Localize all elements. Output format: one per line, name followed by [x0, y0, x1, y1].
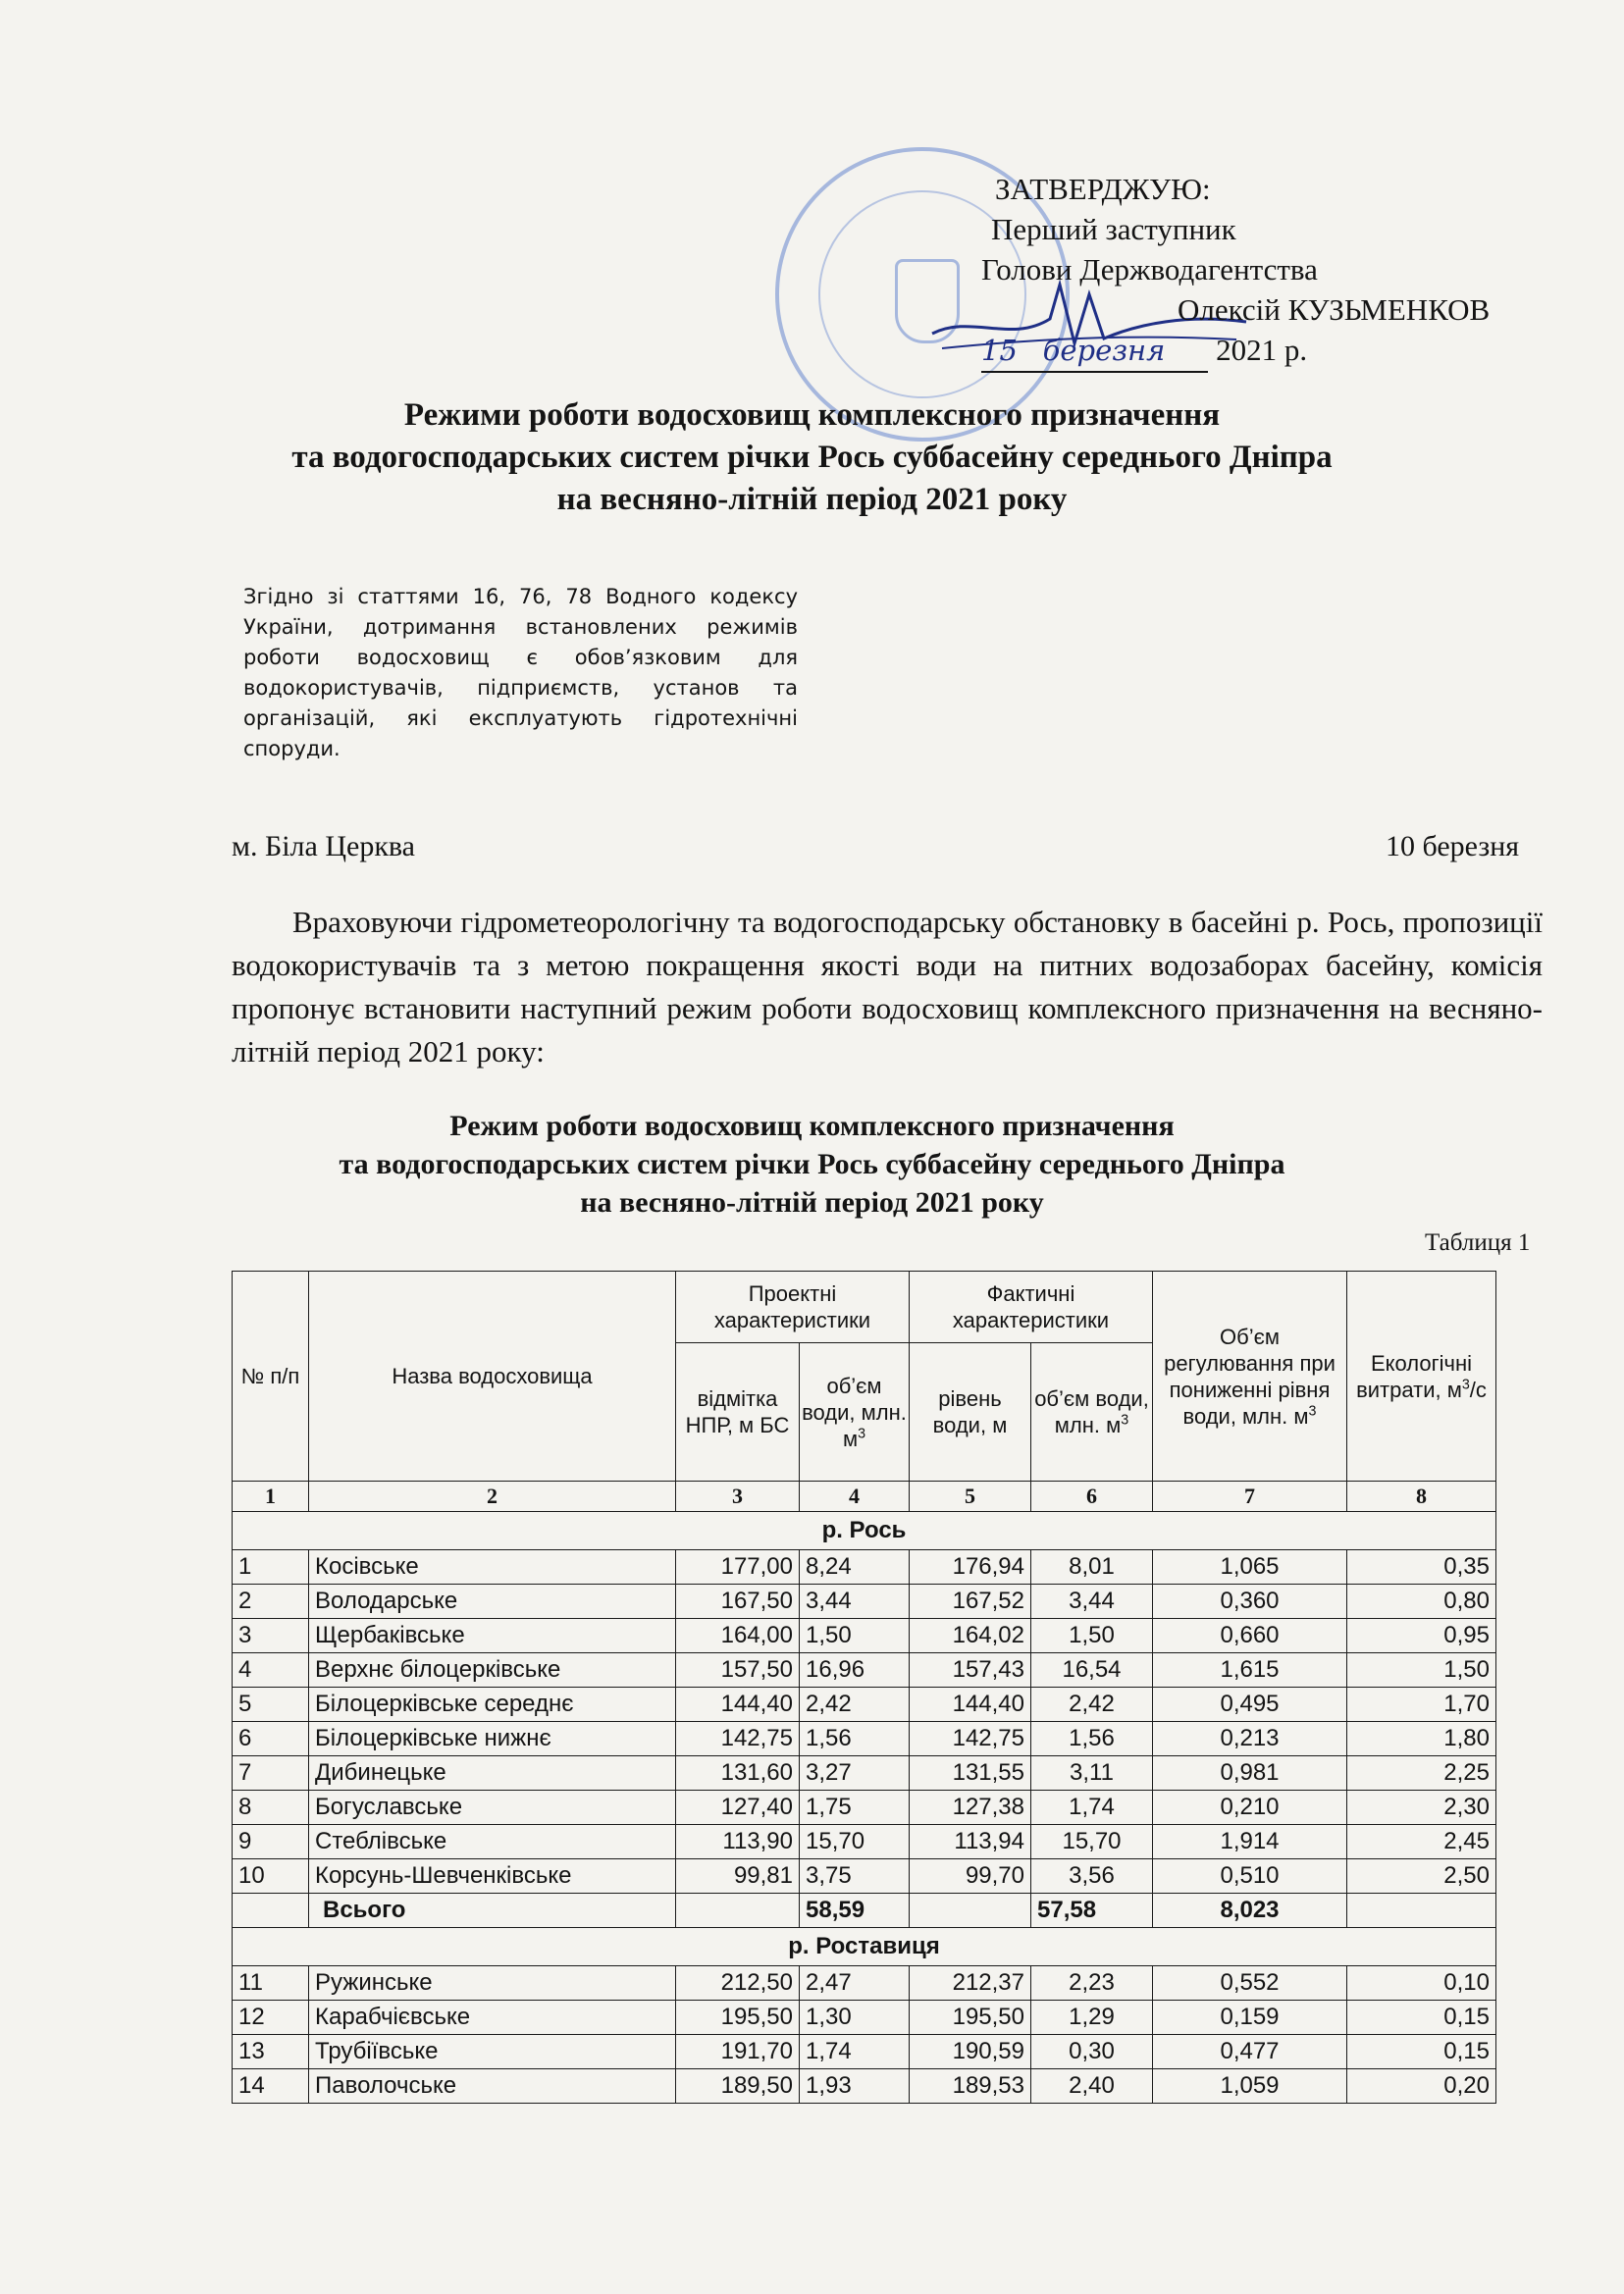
cell-eco: 2,25 [1347, 1756, 1496, 1791]
table-title-line-1: Режим роботи водосховищ комплексного призначення [449, 1110, 1175, 1142]
approve-label: ЗАТВЕРДЖУЮ: [995, 172, 1211, 206]
column-number-row: 1 2 3 4 5 6 7 8 [233, 1482, 1496, 1512]
cell-actual-volume: 1,50 [1031, 1619, 1153, 1653]
cell-name: Корсунь-Шевченківське [309, 1859, 676, 1894]
cell-actual-volume: 2,42 [1031, 1688, 1153, 1722]
cell-eco: 2,30 [1347, 1791, 1496, 1825]
cell-mark-npr: 189,50 [676, 2069, 800, 2104]
approver-name: Олексій КУЗЬМЕНКОВ [1178, 292, 1491, 327]
approval-date [981, 330, 1490, 373]
cell-reg-volume: 0,981 [1153, 1756, 1347, 1791]
approval-date-month: березня [1042, 334, 1166, 367]
header-design: Проектні характеристики [676, 1272, 910, 1343]
cell-water-level: 142,75 [910, 1722, 1031, 1756]
cell-mark-npr: 167,50 [676, 1585, 800, 1619]
cell-design-volume: 1,56 [800, 1722, 910, 1756]
reservoir-table [232, 1271, 1496, 2104]
table-row [233, 1653, 1496, 1688]
cell-name: Карабчієвське [309, 2001, 676, 2035]
cell-eco: 2,45 [1347, 1825, 1496, 1859]
cell-name: Косівське [309, 1550, 676, 1585]
cell-reg-volume: 1,914 [1153, 1825, 1347, 1859]
cell-mark-npr: 144,40 [676, 1688, 800, 1722]
table-title [0, 1107, 1624, 1222]
cell-design-volume: 3,27 [800, 1756, 910, 1791]
cell-eco: 0,10 [1347, 1966, 1496, 2001]
cell-eco: 0,15 [1347, 2035, 1496, 2069]
cell-actual-volume: 3,56 [1031, 1859, 1153, 1894]
cell-water-level: 167,52 [910, 1585, 1031, 1619]
cell-water-level: 157,43 [910, 1653, 1031, 1688]
cell-design-volume: 1,93 [800, 2069, 910, 2104]
total-blank [676, 1894, 800, 1928]
cell-actual-volume: 2,23 [1031, 1966, 1153, 2001]
cell-actual-volume: 1,56 [1031, 1722, 1153, 1756]
cell-name: Білоцерківське середнє [309, 1688, 676, 1722]
cell-eco: 1,50 [1347, 1653, 1496, 1688]
cell-design-volume: 2,47 [800, 1966, 910, 2001]
cell-reg-volume: 1,615 [1153, 1653, 1347, 1688]
cell-actual-volume: 3,44 [1031, 1585, 1153, 1619]
river-section-row [233, 1512, 1496, 1550]
cell-reg-volume: 0,213 [1153, 1722, 1347, 1756]
cell-actual-volume: 0,30 [1031, 2035, 1153, 2069]
cell-num: 13 [233, 2035, 309, 2069]
table-row [233, 2069, 1496, 2104]
cell-design-volume: 8,24 [800, 1550, 910, 1585]
cell-reg-volume: 0,159 [1153, 2001, 1347, 2035]
table-row [233, 1756, 1496, 1791]
cell-eco: 0,35 [1347, 1550, 1496, 1585]
cell-design-volume: 3,44 [800, 1585, 910, 1619]
cell-water-level: 131,55 [910, 1756, 1031, 1791]
cell-mark-npr: 142,75 [676, 1722, 800, 1756]
cell-design-volume: 16,96 [800, 1653, 910, 1688]
cell-num: 6 [233, 1722, 309, 1756]
header-design-volume: об’єм води, млн. $м^3$ [800, 1343, 910, 1482]
header-water-level: рівень води, м [910, 1343, 1031, 1482]
table-row [233, 1688, 1496, 1722]
cell-mark-npr: 157,50 [676, 1653, 800, 1688]
cell-mark-npr: 212,50 [676, 1966, 800, 2001]
table-row [233, 1550, 1496, 1585]
cell-water-level: 176,94 [910, 1550, 1031, 1585]
cell-reg-volume: 0,477 [1153, 2035, 1347, 2069]
cell-mark-npr: 195,50 [676, 2001, 800, 2035]
cell-num: 14 [233, 2069, 309, 2104]
cell-water-level: 113,94 [910, 1825, 1031, 1859]
cell-design-volume: 1,50 [800, 1619, 910, 1653]
document-title [0, 394, 1624, 521]
table-row [233, 1825, 1496, 1859]
cell-mark-npr: 99,81 [676, 1859, 800, 1894]
total-blank [233, 1894, 309, 1928]
cell-water-level: 212,37 [910, 1966, 1031, 2001]
cell-actual-volume: 1,29 [1031, 2001, 1153, 2035]
approval-date-year: 2021 р. [1216, 333, 1308, 367]
cell-name: Щербаківське [309, 1619, 676, 1653]
cell-reg-volume: 0,552 [1153, 1966, 1347, 2001]
cell-name: Стеблівське [309, 1825, 676, 1859]
cell-name: Білоцерківське нижнє [309, 1722, 676, 1756]
cell-eco: 0,15 [1347, 2001, 1496, 2035]
cell-num: 2 [233, 1585, 309, 1619]
cell-water-level: 189,53 [910, 2069, 1031, 2104]
cell-design-volume: 2,42 [800, 1688, 910, 1722]
cell-name: Ружинське [309, 1966, 676, 2001]
cell-eco: 0,20 [1347, 2069, 1496, 2104]
cell-mark-npr: 177,00 [676, 1550, 800, 1585]
total-label: Всього [309, 1894, 676, 1928]
cell-num: 10 [233, 1859, 309, 1894]
cell-mark-npr: 131,60 [676, 1756, 800, 1791]
cell-reg-volume: 0,510 [1153, 1859, 1347, 1894]
table-row [233, 1791, 1496, 1825]
table-row [233, 1859, 1496, 1894]
cell-reg-volume: 1,065 [1153, 1550, 1347, 1585]
river-name: р. Рось [233, 1512, 1496, 1550]
table-row [233, 1619, 1496, 1653]
cell-design-volume: 1,74 [800, 2035, 910, 2069]
header-eco: Екологічні витрати, $м^3/с$ [1347, 1272, 1496, 1482]
cell-num: 9 [233, 1825, 309, 1859]
cell-eco: 1,80 [1347, 1722, 1496, 1756]
header-actual: Фактичні характеристики [910, 1272, 1153, 1343]
header-actual-volume: об’єм води, млн. $м^3$ [1031, 1343, 1153, 1482]
cell-reg-volume: 0,660 [1153, 1619, 1347, 1653]
cell-water-level: 99,70 [910, 1859, 1031, 1894]
approver-position-2: Голови Держводагентства [981, 252, 1318, 287]
cell-mark-npr: 191,70 [676, 2035, 800, 2069]
total-blank [1347, 1894, 1496, 1928]
cell-design-volume: 1,30 [800, 2001, 910, 2035]
table-title-line-3: на весняно-літній період 2021 року [580, 1186, 1044, 1219]
cell-num: 8 [233, 1791, 309, 1825]
approval-block [981, 169, 1490, 373]
table-number: Таблиця 1 [1425, 1229, 1531, 1256]
river-name: р. Роставиця [233, 1928, 1496, 1966]
document-date: 10 березня [1386, 830, 1520, 862]
cell-reg-volume: 0,360 [1153, 1585, 1347, 1619]
cell-water-level: 144,40 [910, 1688, 1031, 1722]
cell-name: Верхнє білоцерківське [309, 1653, 676, 1688]
cell-eco: 0,80 [1347, 1585, 1496, 1619]
total-row [233, 1894, 1496, 1928]
cell-name: Дибинецьке [309, 1756, 676, 1791]
cell-design-volume: 15,70 [800, 1825, 910, 1859]
cell-actual-volume: 1,74 [1031, 1791, 1153, 1825]
table-row [233, 1966, 1496, 2001]
header-num: № п/п [233, 1272, 309, 1482]
cell-eco: 1,70 [1347, 1688, 1496, 1722]
cell-num: 4 [233, 1653, 309, 1688]
cell-name: Паволочське [309, 2069, 676, 2104]
cell-actual-volume: 2,40 [1031, 2069, 1153, 2104]
document-place: м. Біла Церква [232, 830, 415, 862]
cell-eco: 2,50 [1347, 1859, 1496, 1894]
cell-num: 11 [233, 1966, 309, 2001]
table-title-line-2: та водогосподарських систем річки Рось суббасейну середнього Дніпра [339, 1148, 1285, 1180]
cell-reg-volume: 0,495 [1153, 1688, 1347, 1722]
cell-design-volume: 1,75 [800, 1791, 910, 1825]
cell-actual-volume: 3,11 [1031, 1756, 1153, 1791]
total-design-volume: 58,59 [800, 1894, 910, 1928]
approver-position-1: Перший заступник [991, 212, 1236, 246]
table-row [233, 1585, 1496, 1619]
cell-reg-volume: 1,059 [1153, 2069, 1347, 2104]
total-reg-volume: 8,023 [1153, 1894, 1347, 1928]
table-row [233, 1722, 1496, 1756]
header-name: Назва водосховища [309, 1272, 676, 1482]
cell-mark-npr: 113,90 [676, 1825, 800, 1859]
cell-name: Трубіївське [309, 2035, 676, 2069]
cell-eco: 0,95 [1347, 1619, 1496, 1653]
cell-water-level: 164,02 [910, 1619, 1031, 1653]
cell-name: Богуславське [309, 1791, 676, 1825]
cell-water-level: 127,38 [910, 1791, 1031, 1825]
title-line-2: та водогосподарських систем річки Рось суббасейну середнього Дніпра [291, 440, 1333, 475]
header-reg-volume: Об’єм регулювання при пониженні рівня води, млн. $м^3$ [1153, 1272, 1347, 1482]
total-actual-volume: 57,58 [1031, 1894, 1153, 1928]
cell-num: 7 [233, 1756, 309, 1791]
cell-water-level: 195,50 [910, 2001, 1031, 2035]
header-mark-npr: відмітка НПР, м БС [676, 1343, 800, 1482]
cell-name: Володарське [309, 1585, 676, 1619]
cell-mark-npr: 127,40 [676, 1791, 800, 1825]
title-line-3: на весняно-літній період 2021 року [556, 482, 1068, 517]
table-row [233, 2035, 1496, 2069]
total-blank [910, 1894, 1031, 1928]
cell-num: 12 [233, 2001, 309, 2035]
cell-num: 3 [233, 1619, 309, 1653]
cell-actual-volume: 15,70 [1031, 1825, 1153, 1859]
cell-actual-volume: 8,01 [1031, 1550, 1153, 1585]
body-paragraph: Враховуючи гідрометеорологічну та водогосподарську обстановку в басейні р. Рось, пропозиції водокористувачів та з метою покращення якості води на питних водозаборах басейну, комісія пропонує встановити наступний режим роботи водосховищ комплексного призначення на весняно-літній період 2021 року: [232, 905, 1543, 1069]
table-row [233, 2001, 1496, 2035]
river-section-row [233, 1928, 1496, 1966]
cell-actual-volume: 16,54 [1031, 1653, 1153, 1688]
approval-date-day: 15 [981, 334, 1018, 367]
cell-design-volume: 3,75 [800, 1859, 910, 1894]
cell-reg-volume: 0,210 [1153, 1791, 1347, 1825]
cell-mark-npr: 164,00 [676, 1619, 800, 1653]
cell-num: 5 [233, 1688, 309, 1722]
title-line-1: Режими роботи водосховищ комплексного призначення [403, 397, 1221, 433]
legal-notice: Згідно зі статтями 16, 76, 78 Водного кодексу України, дотримання встановлених режимів роботи водосховищ є обов’язковим для водокористувачів, підприємств, установ та організацій, які експлуатують гідротехнічні споруди. [243, 585, 798, 760]
cell-num: 1 [233, 1550, 309, 1585]
cell-water-level: 190,59 [910, 2035, 1031, 2069]
